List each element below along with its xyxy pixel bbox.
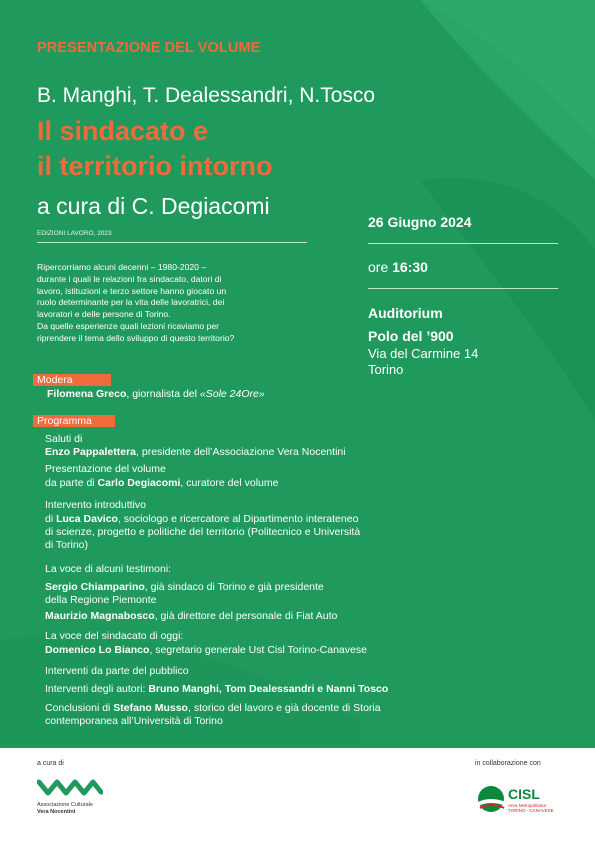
speaker-name: Stefano Musso [113, 702, 188, 714]
intro-line: lavoro, istituzioni e terzo settore hanno giocato un [37, 285, 227, 296]
program-line: La voce del sindacato di oggi: [45, 630, 184, 642]
cisl-subtitle-line: TORINO - CANAVESE [508, 808, 554, 813]
program-line: Interventi da parte del pubblico [45, 665, 189, 677]
divider [368, 288, 558, 289]
intro-line: durante i quali le relazioni fra sindacato, datori di [37, 273, 222, 284]
intro-line: riprendere il tema dello sviluppo di questo territorio? [37, 332, 235, 343]
moderator-name: Filomena Greco [47, 388, 127, 400]
book-curator: a cura di C. Degiacomi [37, 193, 270, 219]
speaker-names: Bruno Manghi, Tom Dealessandri e Nanni Tosco [148, 683, 389, 695]
organizer-name [37, 802, 93, 816]
program-line: di Torino) [45, 539, 88, 551]
program-line [45, 683, 388, 696]
venue-street: Via del Carmine 14 [368, 346, 479, 361]
program-line: contemporanea all’Università di Torino [45, 715, 223, 727]
organizer-label: a cura di [37, 760, 64, 767]
program-text: Interventi degli autori: [45, 683, 149, 695]
program-line: Intervento introduttivo [45, 499, 146, 511]
book-authors: B. Manghi, T. Dealessandri, N.Tosco [37, 84, 376, 107]
speaker-name: Carlo Degiacomi [97, 477, 181, 489]
program-line [45, 446, 346, 459]
program-line [45, 610, 337, 623]
book-title-line-2: il territorio intorno [37, 151, 273, 181]
organizer-name-line: Associazione Culturale [37, 802, 93, 808]
program-line: Saluti di [45, 433, 83, 445]
moderator-paper: «Sole 24Ore» [199, 388, 265, 400]
event-time-prefix: ore [368, 259, 393, 275]
program-line: Presentazione del volume [45, 463, 166, 475]
program-line: La voce di alcuni testimoni: [45, 563, 172, 575]
program-line: della Regione Piemonte [45, 594, 157, 606]
moderator-tag: Modera [33, 374, 111, 386]
book-title-line-1: Il sindacato e [37, 116, 209, 146]
venue-name: Polo del ’900 [368, 328, 454, 344]
speaker-role: , già direttore del personale di Fiat Auto [154, 610, 338, 622]
cisl-subtitle-line: Area Metropolitana [508, 803, 547, 808]
event-time-value: 16:30 [392, 259, 428, 275]
cisl-name: CISL [508, 786, 540, 802]
speaker-name: Maurizio Magnabosco [45, 610, 155, 622]
vera-nocentini-logo [37, 778, 103, 798]
speaker-role: , sociologo e ricercatore al Dipartimento interateneo [117, 513, 359, 525]
program-line [45, 477, 278, 490]
cisl-subtitle [508, 803, 554, 813]
partner-label: in collaborazione con [475, 760, 541, 767]
speaker-role: , presidente dell’Associazione Vera Nocentini [136, 446, 346, 458]
cisl-logo [476, 784, 566, 824]
speaker-role: , già sindaco di Torino e già presidente [144, 581, 324, 593]
program-text: Conclusioni di [45, 702, 114, 714]
event-date: 26 Giugno 2024 [368, 214, 472, 230]
moderator-line [47, 388, 265, 400]
event-time [368, 259, 428, 275]
speaker-name: Domenico Lo Bianco [45, 644, 150, 656]
kicker: PRESENTAZIONE DEL VOLUME [37, 40, 261, 56]
program-line [45, 702, 381, 715]
intro-line: Ripercorriamo alcuni decenni – 1980-2020 – [37, 262, 207, 272]
speaker-name: Enzo Pappalettera [45, 446, 137, 458]
venue-room: Auditorium [368, 305, 443, 321]
program-line [45, 581, 324, 594]
venue-city: Torino [368, 362, 404, 377]
program-tag: Programma [33, 415, 115, 427]
program-line [45, 513, 358, 526]
speaker-name: Sergio Chiamparino [45, 581, 145, 593]
book-title [37, 114, 273, 184]
cisl-emblem [476, 784, 510, 818]
organizer-name-line: Vera Nocentini [37, 809, 76, 815]
divider [37, 242, 307, 243]
speaker-role: , storico del lavoro e già docente di Storia [187, 702, 381, 714]
intro-paragraph [37, 262, 337, 345]
program-line: di scienze, progetto e politiche del territorio (Politecnico e Università [45, 526, 361, 538]
program-text: da parte di [45, 477, 98, 489]
intro-line: ruolo determinante per la vita delle lavoratrici, dei [37, 297, 225, 308]
intro-line: lavoratori e delle persone di Torino. [37, 309, 171, 320]
book-edition: EDIZIONI LAVORO, 2023 [37, 230, 112, 237]
program-line [45, 644, 367, 657]
intro-line: Da quelle esperienze quali lezioni ricaviamo per [37, 320, 220, 331]
speaker-role: , segretario generale Ust Cisl Torino-Canavese [149, 644, 367, 656]
speaker-name: Luca Davico [56, 513, 118, 525]
program-text: di [45, 513, 57, 525]
speaker-role: , curatore del volume [180, 477, 279, 489]
moderator-role: , giornalista del [126, 388, 200, 400]
divider [368, 243, 558, 244]
